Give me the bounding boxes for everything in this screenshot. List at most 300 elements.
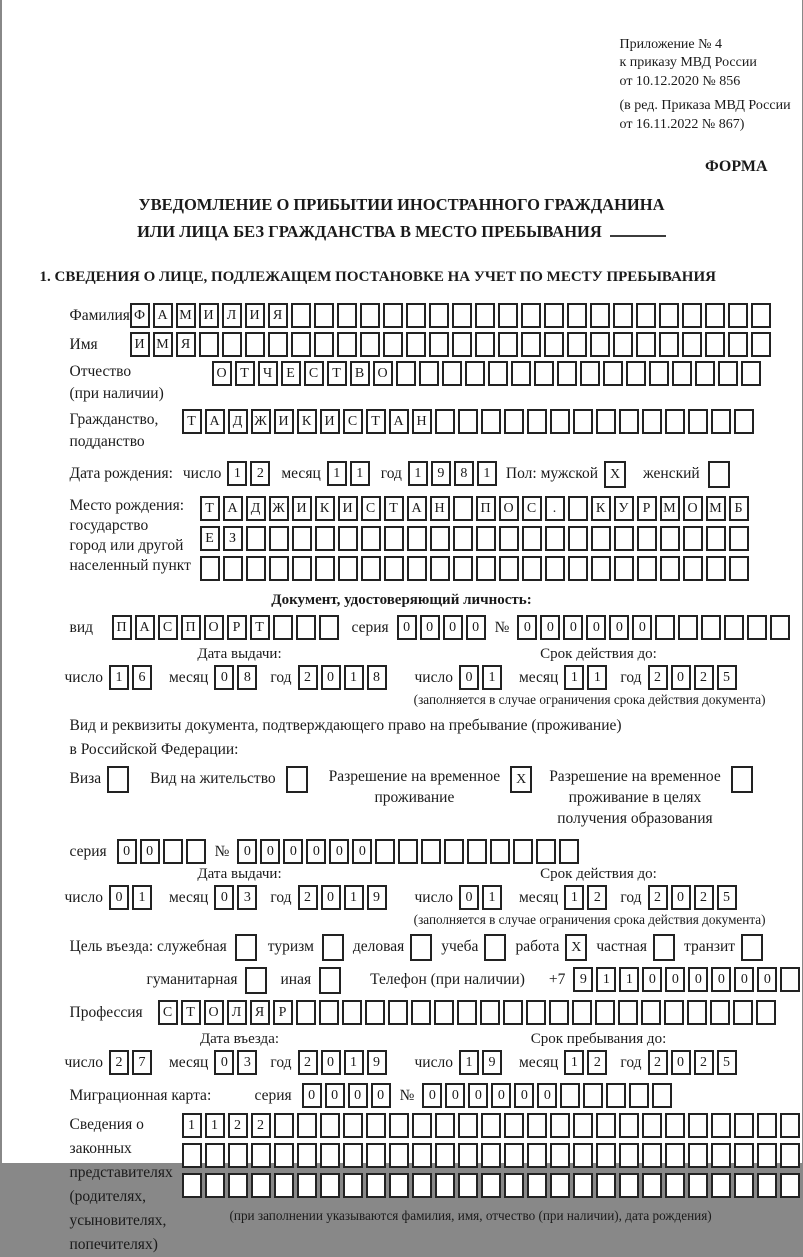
surname-input[interactable] [130,303,774,328]
residence-valid-year[interactable] [648,885,740,910]
char-cell[interactable] [476,556,496,581]
residence-issue-day[interactable] [109,885,155,910]
birth-day-input[interactable] [227,461,273,486]
char-cell[interactable] [642,409,662,434]
char-cell[interactable]: 0 [734,967,754,992]
char-cell[interactable]: 1 [132,885,152,910]
birthplace-input-row2[interactable] [200,526,752,551]
char-cell[interactable]: П [181,615,201,640]
char-cell[interactable] [365,1000,385,1025]
char-cell[interactable]: 0 [468,1083,488,1108]
char-cell[interactable]: Б [729,496,749,521]
char-cell[interactable] [361,526,381,551]
char-cell[interactable] [315,526,335,551]
char-cell[interactable] [383,332,403,357]
char-cell[interactable] [636,303,656,328]
char-cell[interactable]: Д [228,409,248,434]
char-cell[interactable] [637,526,657,551]
char-cell[interactable] [476,526,496,551]
char-cell[interactable]: 0 [459,665,479,690]
char-cell[interactable] [596,1113,616,1138]
char-cell[interactable] [297,1173,317,1198]
char-cell[interactable] [457,1000,477,1025]
char-cell[interactable] [499,556,519,581]
char-cell[interactable]: 0 [321,1050,341,1075]
char-cell[interactable]: 1 [227,461,247,486]
char-cell[interactable] [343,1173,363,1198]
passport-issue-month[interactable] [214,665,260,690]
char-cell[interactable]: Н [430,496,450,521]
char-cell[interactable]: 0 [711,967,731,992]
char-cell[interactable] [688,409,708,434]
char-cell[interactable] [590,303,610,328]
char-cell[interactable]: 2 [587,885,607,910]
char-cell[interactable] [488,361,508,386]
char-cell[interactable] [481,1143,501,1168]
char-cell[interactable] [573,1113,593,1138]
char-cell[interactable]: С [158,1000,178,1025]
char-cell[interactable] [411,1000,431,1025]
char-cell[interactable] [642,1143,662,1168]
char-cell[interactable] [678,615,698,640]
char-cell[interactable] [452,303,472,328]
char-cell[interactable] [728,303,748,328]
char-cell[interactable] [292,526,312,551]
char-cell[interactable] [536,839,556,864]
patronymic-input[interactable] [212,361,764,386]
char-cell[interactable] [465,361,485,386]
residence-issue-year[interactable] [298,885,390,910]
purpose-transit-checkbox[interactable] [741,934,766,961]
char-cell[interactable]: 0 [688,967,708,992]
char-cell[interactable]: О [212,361,232,386]
stay-month-input[interactable] [564,1050,610,1075]
char-cell[interactable]: У [614,496,634,521]
char-cell[interactable] [522,556,542,581]
char-cell[interactable]: Е [281,361,301,386]
char-cell[interactable]: 0 [283,839,303,864]
migration-number-input[interactable] [422,1083,675,1108]
char-cell[interactable] [705,303,725,328]
char-cell[interactable] [320,1143,340,1168]
char-cell[interactable] [186,839,206,864]
char-cell[interactable] [626,361,646,386]
char-cell[interactable]: 1 [327,461,347,486]
char-cell[interactable]: А [135,615,155,640]
char-cell[interactable] [511,361,531,386]
char-cell[interactable]: 0 [757,967,777,992]
char-cell[interactable] [660,556,680,581]
char-cell[interactable] [223,556,243,581]
char-cell[interactable] [406,332,426,357]
char-cell[interactable] [606,1083,626,1108]
char-cell[interactable] [504,1113,524,1138]
char-cell[interactable] [407,526,427,551]
char-cell[interactable] [419,361,439,386]
char-cell[interactable] [452,332,472,357]
char-cell[interactable] [756,1000,776,1025]
residence-number-input[interactable] [237,839,582,864]
char-cell[interactable]: 0 [237,839,257,864]
char-cell[interactable]: М [660,496,680,521]
char-cell[interactable] [389,1143,409,1168]
char-cell[interactable]: А [205,409,225,434]
char-cell[interactable]: С [522,496,542,521]
char-cell[interactable]: Т [250,615,270,640]
char-cell[interactable] [251,1173,271,1198]
char-cell[interactable] [296,615,316,640]
char-cell[interactable]: 9 [367,885,387,910]
rvp-edu-checkbox[interactable] [731,766,756,793]
char-cell[interactable] [655,615,675,640]
char-cell[interactable] [614,556,634,581]
char-cell[interactable]: 2 [694,885,714,910]
char-cell[interactable]: 2 [228,1113,248,1138]
char-cell[interactable] [182,1143,202,1168]
char-cell[interactable]: 6 [132,665,152,690]
char-cell[interactable]: П [476,496,496,521]
char-cell[interactable] [729,526,749,551]
residence-permit-checkbox[interactable] [286,766,311,793]
char-cell[interactable]: А [389,409,409,434]
char-cell[interactable]: 0 [140,839,160,864]
char-cell[interactable]: 0 [586,615,606,640]
char-cell[interactable] [503,1000,523,1025]
char-cell[interactable]: 0 [459,885,479,910]
char-cell[interactable] [591,556,611,581]
char-cell[interactable]: 0 [665,967,685,992]
doc-series-input[interactable] [397,615,489,640]
passport-issue-day[interactable] [109,665,155,690]
char-cell[interactable]: 1 [482,665,502,690]
passport-issue-year[interactable] [298,665,390,690]
char-cell[interactable]: X [604,461,626,488]
migration-series-input[interactable] [302,1083,394,1108]
char-cell[interactable]: 1 [482,885,502,910]
char-cell[interactable]: 5 [717,1050,737,1075]
char-cell[interactable] [665,1143,685,1168]
char-cell[interactable]: Д [246,496,266,521]
char-cell[interactable]: 1 [459,1050,479,1075]
char-cell[interactable]: 0 [671,1050,691,1075]
passport-valid-month[interactable] [564,665,610,690]
char-cell[interactable]: И [338,496,358,521]
char-cell[interactable] [107,766,129,793]
birth-year-input[interactable] [408,461,500,486]
char-cell[interactable]: И [130,332,150,357]
char-cell[interactable]: Р [227,615,247,640]
char-cell[interactable]: 0 [117,839,137,864]
residence-series-input[interactable] [117,839,209,864]
char-cell[interactable]: 1 [109,665,129,690]
char-cell[interactable] [406,303,426,328]
char-cell[interactable] [412,1113,432,1138]
entry-day-input[interactable] [109,1050,155,1075]
char-cell[interactable] [246,526,266,551]
char-cell[interactable] [701,615,721,640]
residence-valid-day[interactable] [459,885,505,910]
purpose-work-checkbox[interactable] [565,934,590,961]
char-cell[interactable] [442,361,462,386]
char-cell[interactable] [366,1113,386,1138]
birthplace-input-row1[interactable] [200,496,752,521]
purpose-private-checkbox[interactable] [653,934,678,961]
char-cell[interactable] [291,332,311,357]
char-cell[interactable]: 1 [564,665,584,690]
char-cell[interactable] [453,496,473,521]
char-cell[interactable] [444,839,464,864]
char-cell[interactable] [296,1000,316,1025]
char-cell[interactable]: 1 [564,1050,584,1075]
char-cell[interactable] [337,303,357,328]
char-cell[interactable] [573,1173,593,1198]
char-cell[interactable] [573,409,593,434]
char-cell[interactable] [665,1173,685,1198]
char-cell[interactable] [513,839,533,864]
char-cell[interactable]: 0 [443,615,463,640]
char-cell[interactable]: 0 [563,615,583,640]
char-cell[interactable]: 0 [514,1083,534,1108]
char-cell[interactable] [458,1113,478,1138]
char-cell[interactable] [504,1173,524,1198]
entry-month-input[interactable] [214,1050,260,1075]
char-cell[interactable]: 0 [321,665,341,690]
char-cell[interactable] [228,1143,248,1168]
passport-valid-year[interactable] [648,665,740,690]
doc-kind-input[interactable] [112,615,342,640]
char-cell[interactable] [534,361,554,386]
char-cell[interactable]: И [320,409,340,434]
char-cell[interactable] [711,409,731,434]
char-cell[interactable] [652,1083,672,1108]
char-cell[interactable] [550,1143,570,1168]
char-cell[interactable]: 1 [619,967,639,992]
char-cell[interactable]: 2 [694,665,714,690]
name-input[interactable] [130,332,774,357]
char-cell[interactable] [780,1143,800,1168]
char-cell[interactable]: Ж [269,496,289,521]
char-cell[interactable] [573,1143,593,1168]
char-cell[interactable] [682,332,702,357]
char-cell[interactable] [659,332,679,357]
char-cell[interactable] [458,1173,478,1198]
char-cell[interactable] [410,934,432,961]
doc-number-input[interactable] [517,615,793,640]
char-cell[interactable] [435,1173,455,1198]
char-cell[interactable]: Я [268,303,288,328]
char-cell[interactable] [338,556,358,581]
char-cell[interactable]: 0 [352,839,372,864]
char-cell[interactable] [251,1143,271,1168]
char-cell[interactable] [682,303,702,328]
char-cell[interactable]: 2 [587,1050,607,1075]
char-cell[interactable]: 9 [573,967,593,992]
char-cell[interactable] [475,332,495,357]
char-cell[interactable] [619,1173,639,1198]
char-cell[interactable]: М [153,332,173,357]
char-cell[interactable]: Л [227,1000,247,1025]
sex-male-checkbox[interactable] [604,461,629,488]
char-cell[interactable] [522,526,542,551]
representatives-input-row1[interactable] [182,1113,803,1138]
char-cell[interactable] [527,409,547,434]
char-cell[interactable] [619,1113,639,1138]
residence-issue-month[interactable] [214,885,260,910]
char-cell[interactable] [665,409,685,434]
char-cell[interactable] [568,526,588,551]
char-cell[interactable] [384,556,404,581]
char-cell[interactable] [286,766,308,793]
char-cell[interactable] [711,1143,731,1168]
char-cell[interactable] [361,556,381,581]
char-cell[interactable] [688,1113,708,1138]
char-cell[interactable]: 2 [298,885,318,910]
char-cell[interactable] [314,303,334,328]
char-cell[interactable] [499,526,519,551]
char-cell[interactable]: 0 [420,615,440,640]
char-cell[interactable]: Ф [130,303,150,328]
char-cell[interactable] [613,332,633,357]
char-cell[interactable] [228,1173,248,1198]
char-cell[interactable] [526,1000,546,1025]
char-cell[interactable] [572,1000,592,1025]
char-cell[interactable] [734,409,754,434]
char-cell[interactable] [319,615,339,640]
char-cell[interactable] [205,1173,225,1198]
char-cell[interactable] [751,303,771,328]
char-cell[interactable]: 0 [109,885,129,910]
char-cell[interactable]: 1 [344,885,364,910]
char-cell[interactable] [687,1000,707,1025]
char-cell[interactable] [504,1143,524,1168]
char-cell[interactable] [649,361,669,386]
char-cell[interactable] [274,1143,294,1168]
char-cell[interactable] [343,1143,363,1168]
char-cell[interactable]: Е [200,526,220,551]
char-cell[interactable]: Т [327,361,347,386]
char-cell[interactable] [366,1143,386,1168]
char-cell[interactable] [683,526,703,551]
char-cell[interactable]: И [199,303,219,328]
char-cell[interactable]: 1 [408,461,428,486]
char-cell[interactable] [320,1113,340,1138]
char-cell[interactable] [398,839,418,864]
char-cell[interactable] [780,967,800,992]
citizenship-input[interactable] [182,409,757,434]
char-cell[interactable] [315,556,335,581]
char-cell[interactable] [711,1173,731,1198]
char-cell[interactable]: 3 [237,1050,257,1075]
char-cell[interactable] [724,615,744,640]
char-cell[interactable] [429,303,449,328]
rvp-checkbox[interactable] [510,766,535,793]
char-cell[interactable] [734,1173,754,1198]
char-cell[interactable] [544,332,564,357]
char-cell[interactable]: 7 [132,1050,152,1075]
char-cell[interactable] [435,409,455,434]
char-cell[interactable] [297,1113,317,1138]
char-cell[interactable] [613,303,633,328]
char-cell[interactable] [481,1173,501,1198]
char-cell[interactable] [407,556,427,581]
char-cell[interactable] [728,332,748,357]
char-cell[interactable] [269,556,289,581]
char-cell[interactable]: 9 [431,461,451,486]
char-cell[interactable] [770,615,790,640]
char-cell[interactable]: М [706,496,726,521]
char-cell[interactable] [665,1113,685,1138]
char-cell[interactable]: 8 [237,665,257,690]
char-cell[interactable] [273,615,293,640]
char-cell[interactable]: 2 [648,1050,668,1075]
char-cell[interactable]: С [343,409,363,434]
char-cell[interactable] [429,332,449,357]
char-cell[interactable]: М [176,303,196,328]
char-cell[interactable]: 1 [596,967,616,992]
char-cell[interactable]: 0 [214,665,234,690]
char-cell[interactable] [458,409,478,434]
purpose-humanitarian-checkbox[interactable] [245,967,270,994]
char-cell[interactable] [710,1000,730,1025]
birthplace-input-row3[interactable] [200,556,752,581]
char-cell[interactable] [659,303,679,328]
representatives-input-row2[interactable] [182,1143,803,1168]
purpose-study-checkbox[interactable] [484,934,509,961]
char-cell[interactable] [412,1143,432,1168]
char-cell[interactable] [435,1143,455,1168]
char-cell[interactable]: 1 [344,1050,364,1075]
char-cell[interactable] [672,361,692,386]
char-cell[interactable] [544,303,564,328]
char-cell[interactable]: 0 [671,665,691,690]
stay-day-input[interactable] [459,1050,505,1075]
char-cell[interactable] [614,526,634,551]
char-cell[interactable] [396,361,416,386]
char-cell[interactable]: 0 [517,615,537,640]
char-cell[interactable]: 0 [632,615,652,640]
char-cell[interactable]: 1 [477,461,497,486]
representatives-input-row3[interactable] [182,1173,803,1198]
char-cell[interactable]: О [683,496,703,521]
char-cell[interactable] [595,1000,615,1025]
char-cell[interactable] [757,1113,777,1138]
char-cell[interactable] [458,1143,478,1168]
char-cell[interactable] [360,332,380,357]
char-cell[interactable]: 2 [251,1113,271,1138]
char-cell[interactable]: К [297,409,317,434]
char-cell[interactable] [430,556,450,581]
char-cell[interactable]: К [591,496,611,521]
char-cell[interactable]: З [223,526,243,551]
char-cell[interactable] [688,1143,708,1168]
char-cell[interactable] [636,332,656,357]
char-cell[interactable] [557,361,577,386]
char-cell[interactable] [568,556,588,581]
char-cell[interactable]: О [204,1000,224,1025]
char-cell[interactable] [163,839,183,864]
char-cell[interactable]: 2 [109,1050,129,1075]
char-cell[interactable]: К [315,496,335,521]
char-cell[interactable] [320,1173,340,1198]
char-cell[interactable]: И [245,303,265,328]
char-cell[interactable] [490,839,510,864]
char-cell[interactable]: В [350,361,370,386]
char-cell[interactable]: Л [222,303,242,328]
char-cell[interactable] [747,615,767,640]
char-cell[interactable] [660,526,680,551]
char-cell[interactable]: X [565,934,587,961]
residence-valid-month[interactable] [564,885,610,910]
